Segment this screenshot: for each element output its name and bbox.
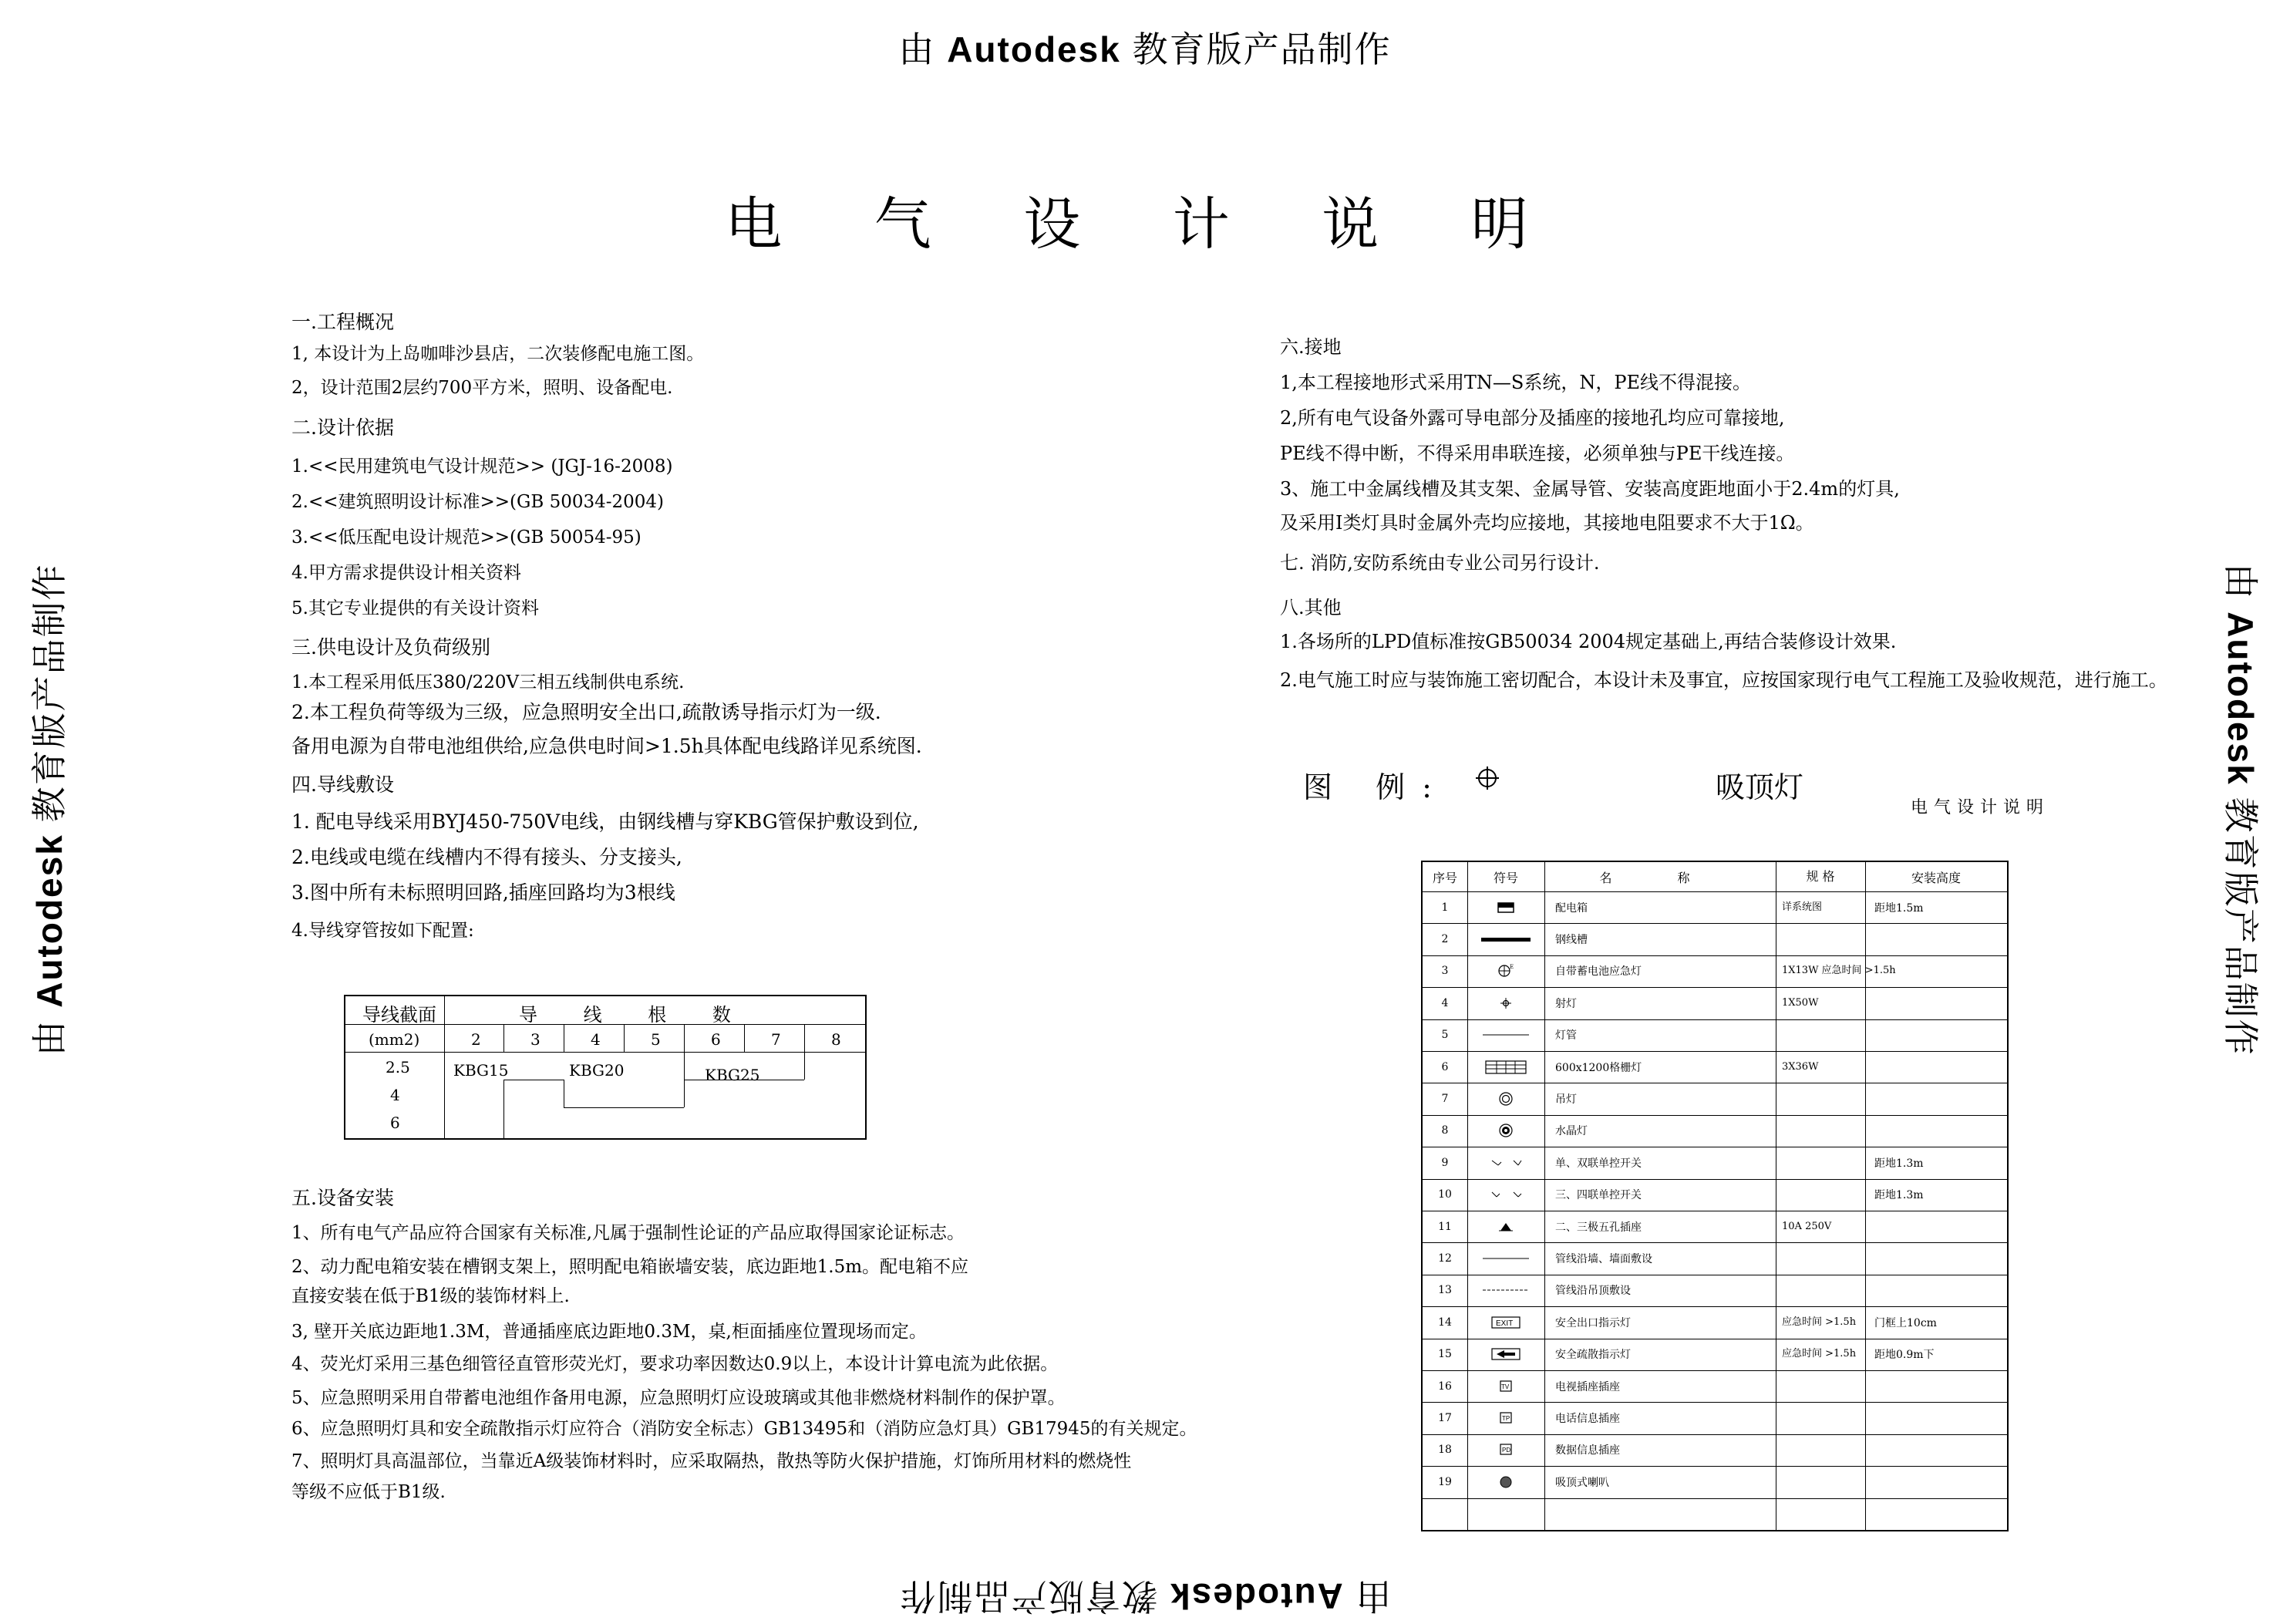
row-number: 13 xyxy=(1438,1284,1452,1297)
row-symbol xyxy=(1467,1242,1544,1274)
row-symbol xyxy=(1467,1275,1544,1306)
row-spec xyxy=(1776,1434,1865,1466)
page-title: 电 气 设 计 说 明 xyxy=(725,191,1565,258)
downlight-icon xyxy=(1497,996,1515,1010)
row-number: 6 xyxy=(1441,1060,1449,1073)
text-line: PE线不得中断，不得采用串联连接，必须单独与PE干线连接。 xyxy=(1280,443,1795,464)
row-symbol xyxy=(1467,1051,1544,1083)
text-line: 2.电线或电缆在线槽内不得有接头、分支接头, xyxy=(291,846,682,868)
section-heading: 五.设备安装 xyxy=(291,1187,394,1209)
row-install xyxy=(1865,1466,2007,1498)
wire-section: 4 xyxy=(390,1086,400,1104)
row-name: 单、双联单控开关 xyxy=(1555,1157,1642,1170)
row-symbol xyxy=(1467,891,1544,923)
row-symbol xyxy=(1467,1147,1544,1178)
row-install xyxy=(1865,1370,2007,1402)
text-line: 3.图中所有未标照明回路,插座回路均为3根线 xyxy=(291,881,675,904)
text-line: 3, 壁开关底边距地1.3M，普通插座底边距地0.3M，桌,柜面插座位置现场而定。 xyxy=(291,1322,927,1342)
text-line: 6、应急照明灯具和安全疏散指示灯应符合（消防安全标志）GB13495和（消防应急灯具）GB17945的有关规定。 xyxy=(291,1419,1197,1439)
row-name: 钢线槽 xyxy=(1555,934,1588,947)
socket-icon xyxy=(1497,1220,1515,1234)
row-number: 11 xyxy=(1438,1220,1452,1233)
distribution-box-icon xyxy=(1497,901,1515,915)
row-name: 安全出口指示灯 xyxy=(1555,1316,1631,1329)
row-symbol xyxy=(1467,987,1544,1019)
four-gang-switch-icon xyxy=(1497,1188,1515,1201)
row-number: 5 xyxy=(1441,1029,1449,1042)
row-spec: 应急时间 >1.5h xyxy=(1782,1348,1857,1360)
section-heading: 八.其他 xyxy=(1280,597,1342,618)
text-line: 直接安装在低于B1级的装饰材料上. xyxy=(291,1286,570,1306)
symbol-table xyxy=(1421,861,2009,1531)
row-spec: 应急时间 >1.5h xyxy=(1782,1316,1857,1328)
row-name: 吊灯 xyxy=(1555,1093,1577,1107)
text-line: 备用电源为自带电池组供给,应急供电时间>1.5h具体配电线路详见系统图. xyxy=(291,735,922,757)
row-name: 管线沿墙、墙面敷设 xyxy=(1555,1253,1652,1266)
row-spec xyxy=(1776,1083,1865,1114)
tv-socket-icon xyxy=(1497,1380,1515,1393)
text-line: 及采用I类灯具时金属外壳均应接地，其接地电阻要求不大于1Ω。 xyxy=(1280,512,1814,534)
row-spec xyxy=(1776,1179,1865,1211)
evacuation-sign-icon xyxy=(1497,1347,1515,1361)
row-number: 19 xyxy=(1438,1475,1452,1488)
text-line: 2.电气施工时应与装饰施工密切配合，本设计未及事宜，应按国家现行电气工程施工及验收规范，进行施工。 xyxy=(1280,669,2167,691)
row-symbol xyxy=(1467,1498,1544,1530)
row-install xyxy=(1865,1115,2007,1147)
text-line: 1、所有电气产品应符合国家有关标准,凡属于强制性论证的产品应取得国家论证标志。 xyxy=(291,1223,965,1243)
table-row xyxy=(1423,1434,2007,1467)
table-header-cell: 名 称 xyxy=(1599,870,1721,885)
row-symbol xyxy=(1467,1306,1544,1338)
row-symbol xyxy=(1467,1402,1544,1434)
row-name: 安全疏散指示灯 xyxy=(1555,1349,1631,1362)
row-symbol xyxy=(1467,1339,1544,1370)
row-symbol xyxy=(1467,1211,1544,1242)
table-row xyxy=(1423,1211,2007,1243)
row-name: 电视插座插座 xyxy=(1555,1380,1620,1393)
row-spec xyxy=(1776,1402,1865,1434)
row-name: 水晶灯 xyxy=(1555,1125,1588,1138)
emergency-light-icon xyxy=(1497,964,1515,978)
row-spec xyxy=(1776,1019,1865,1051)
row-name: 自带蓄电池应急灯 xyxy=(1555,965,1642,979)
row-number: 16 xyxy=(1438,1380,1452,1393)
row-spec: 详系统图 xyxy=(1782,901,1823,913)
row-install: 门框上10cm xyxy=(1874,1316,1937,1329)
svg-text:TP: TP xyxy=(1502,1415,1510,1423)
wire-section: 2.5 xyxy=(386,1058,410,1076)
legend-label: 图 例: xyxy=(1303,770,1449,804)
wire-count: 3 xyxy=(530,1030,541,1049)
table-header-row xyxy=(1423,862,2007,892)
speaker-icon xyxy=(1497,1475,1515,1489)
wire-count: 4 xyxy=(591,1030,601,1049)
wire-count: 2 xyxy=(471,1030,481,1049)
text-line: 1.本工程采用低压380/220V三相五线制供电系统. xyxy=(291,672,685,692)
row-name: 三、四联单控开关 xyxy=(1555,1189,1642,1202)
row-number: 1 xyxy=(1441,901,1449,914)
table-row xyxy=(1423,1242,2007,1275)
text-line: 4.甲方需求提供设计相关资料 xyxy=(291,563,521,583)
row-name: 灯管 xyxy=(1555,1029,1577,1043)
svg-text:TV: TV xyxy=(1501,1383,1510,1390)
watermark-left: 由 Autodesk 教育版产品制作 xyxy=(29,563,69,1056)
row-spec xyxy=(1776,923,1865,955)
row-symbol xyxy=(1467,1083,1544,1114)
text-line: 3.<<低压配电设计规范>>(GB 50054-95) xyxy=(291,527,642,548)
row-install xyxy=(1865,1083,2007,1114)
wire-count: 6 xyxy=(711,1030,721,1049)
text-line: 1,本工程接地形式采用TN—S系统，N，PE线不得混接。 xyxy=(1280,372,1752,393)
line-icon xyxy=(1497,1252,1515,1265)
wire-header-section: 导线截面 xyxy=(362,1004,436,1026)
text-line: 5、应急照明采用自带蓄电池组作备用电源，应急照明灯应设玻璃或其他非燃烧材料制作的保护罩。 xyxy=(291,1388,1066,1408)
data-socket-icon xyxy=(1497,1443,1515,1457)
table-row xyxy=(1423,987,2007,1019)
wire-pipe: KBG25 xyxy=(705,1066,760,1084)
table-header-cell: 符号 xyxy=(1493,870,1518,885)
row-spec xyxy=(1776,1498,1865,1530)
table-row xyxy=(1423,1115,2007,1147)
row-number: 12 xyxy=(1438,1252,1452,1265)
row-number: 9 xyxy=(1441,1156,1449,1169)
wire-unit: (mm2) xyxy=(369,1030,420,1049)
row-spec xyxy=(1776,1115,1865,1147)
svg-text:E: E xyxy=(1510,964,1514,971)
row-install: 距地1.3m xyxy=(1874,1157,1924,1170)
table-row xyxy=(1423,1051,2007,1083)
row-name: 数据信息插座 xyxy=(1555,1444,1620,1457)
row-install xyxy=(1865,1211,2007,1242)
text-line: 2、动力配电箱安装在槽钢支架上，照明配电箱嵌墙安装，底边距地1.5m。配电箱不应 xyxy=(291,1257,969,1277)
row-install: 距地1.5m xyxy=(1874,901,1924,915)
row-symbol xyxy=(1467,923,1544,955)
row-name: 射灯 xyxy=(1555,997,1577,1010)
svg-text:EXIT: EXIT xyxy=(1496,1319,1514,1328)
text-line: 七. 消防,安防系统由专业公司另行设计. xyxy=(1280,552,1600,574)
svg-text:PD: PD xyxy=(1502,1447,1511,1454)
exit-sign-icon xyxy=(1497,1316,1515,1329)
text-line: 等级不应低于B1级. xyxy=(291,1482,446,1502)
dashed-line-icon xyxy=(1497,1283,1515,1297)
row-number xyxy=(1423,1498,1467,1530)
text-line: 2，设计范围2层约700平方米，照明、设备配电. xyxy=(291,378,673,398)
wire-count: 5 xyxy=(651,1030,661,1049)
row-spec: 1X50W xyxy=(1782,996,1819,1009)
row-number: 17 xyxy=(1438,1412,1452,1425)
row-spec xyxy=(1776,1147,1865,1178)
row-number: 3 xyxy=(1441,965,1449,978)
wire-table xyxy=(344,995,867,1140)
row-name: 电话信息插座 xyxy=(1555,1413,1620,1426)
watermark-bottom: 由 Autodesk 教育版产品制作 xyxy=(898,1576,1392,1616)
text-line: 4.导线穿管按如下配置: xyxy=(291,921,474,941)
text-line: 1, 本设计为上岛咖啡沙县店，二次装修配电施工图。 xyxy=(291,344,705,364)
text-line: 4、荧光灯采用三基色细管径直管形荧光灯，要求功率因数达0.9以上，本设计计算电流为此依据。 xyxy=(291,1354,1059,1374)
row-symbol xyxy=(1467,955,1544,987)
row-install: 距地1.3m xyxy=(1874,1189,1924,1202)
wire-pipe: KBG15 xyxy=(453,1061,509,1080)
row-spec xyxy=(1776,1466,1865,1498)
section-heading: 一.工程概况 xyxy=(291,311,394,333)
row-spec xyxy=(1776,1275,1865,1306)
table-row xyxy=(1423,1402,2007,1434)
text-line: 7、照明灯具高温部位，当靠近A级装饰材料时，应采取隔热，散热等防火保护措施，灯饰所用材料的燃烧性 xyxy=(291,1451,1132,1471)
watermark-top: 由 Autodesk 教育版产品制作 xyxy=(898,29,1392,69)
ceiling-light-icon xyxy=(1476,767,1499,790)
row-number: 2 xyxy=(1441,933,1449,946)
wire-count: 7 xyxy=(771,1030,781,1049)
row-name: 管线沿吊顶敷设 xyxy=(1555,1285,1631,1298)
table-row xyxy=(1423,1179,2007,1211)
crystal-lamp-icon xyxy=(1497,1124,1515,1137)
row-install xyxy=(1865,923,2007,955)
section-heading: 三.供电设计及负荷级别 xyxy=(291,636,490,659)
row-number: 7 xyxy=(1441,1093,1449,1106)
cable-tray-icon xyxy=(1497,932,1515,946)
wire-count: 8 xyxy=(831,1030,841,1049)
row-number: 14 xyxy=(1438,1316,1452,1329)
grille-lamp-icon xyxy=(1497,1060,1515,1074)
row-number: 4 xyxy=(1441,996,1449,1009)
text-line: 1.各场所的LPD值标准按GB50034 2004规定基础上,再结合装修设计效果. xyxy=(1280,631,1897,652)
table-row xyxy=(1423,891,2007,924)
row-install xyxy=(1865,1275,2007,1306)
row-name: 吸顶式喇叭 xyxy=(1555,1476,1609,1489)
row-spec: 1X13W 应急时间 >1.5h xyxy=(1782,965,1896,977)
watermark-right: 由 Autodesk 教育版产品制作 xyxy=(2221,563,2261,1056)
wire-pipe: KBG20 xyxy=(569,1061,625,1080)
row-symbol xyxy=(1467,1019,1544,1051)
row-install xyxy=(1865,1402,2007,1434)
row-install xyxy=(1865,955,2007,987)
table-row xyxy=(1423,1019,2007,1052)
wire-header-count: 导 线 根 数 xyxy=(519,1004,751,1026)
row-number: 8 xyxy=(1441,1124,1449,1137)
text-line: 2.本工程负荷等级为三级，应急照明安全出口,疏散诱导指示灯为一级. xyxy=(291,701,881,723)
text-line: 3、施工中金属线槽及其支架、金属导管、安装高度距地面小于2.4m的灯具, xyxy=(1280,478,1900,500)
table-row xyxy=(1423,1147,2007,1179)
table-header-cell: 序号 xyxy=(1432,870,1457,885)
section-heading: 四.导线敷设 xyxy=(291,773,394,796)
row-install: 距地0.9m下 xyxy=(1874,1349,1935,1362)
row-symbol xyxy=(1467,1434,1544,1466)
text-line: 2.<<建筑照明设计标准>>(GB 50034-2004) xyxy=(291,492,665,512)
row-name: 二、三极五孔插座 xyxy=(1555,1221,1642,1234)
row-number: 10 xyxy=(1438,1188,1452,1201)
table-row xyxy=(1423,1275,2007,1307)
single-pole-switch-icon xyxy=(1497,1156,1515,1170)
table-row xyxy=(1423,1306,2007,1339)
table-row xyxy=(1423,923,2007,955)
table-row xyxy=(1423,1498,2007,1531)
row-name: 配电箱 xyxy=(1555,901,1588,915)
row-install xyxy=(1865,987,2007,1019)
wire-section: 6 xyxy=(390,1114,400,1132)
row-symbol xyxy=(1467,1115,1544,1147)
text-line: 1. 配电导线采用BYJ450-750V电线，由钢线槽与穿KBG管保护敷设到位, xyxy=(291,810,919,833)
text-line: 1.<<民用建筑电气设计规范>> (JGJ-16-2008) xyxy=(291,457,673,477)
row-name xyxy=(1544,1498,1776,1530)
text-line: 5.其它专业提供的有关设计资料 xyxy=(291,598,539,618)
row-name: 600x1200格栅灯 xyxy=(1555,1061,1642,1074)
legend-caption: 电气设计说明 xyxy=(1911,798,2050,817)
table-row xyxy=(1423,1083,2007,1115)
row-symbol xyxy=(1467,1466,1544,1498)
text-line: 2,所有电气设备外露可导电部分及插座的接地孔均应可靠接地, xyxy=(1280,407,1785,429)
row-number: 15 xyxy=(1438,1348,1452,1361)
table-row xyxy=(1423,955,2007,988)
row-symbol xyxy=(1467,1179,1544,1211)
table-row xyxy=(1423,1339,2007,1371)
legend-name: 吸顶灯 xyxy=(1716,770,1804,804)
row-spec xyxy=(1776,1242,1865,1274)
row-spec xyxy=(1776,1370,1865,1402)
table-row xyxy=(1423,1370,2007,1403)
pendant-lamp-icon xyxy=(1497,1092,1515,1106)
table-row xyxy=(1423,1466,2007,1498)
row-install xyxy=(1865,1019,2007,1051)
row-spec: 3X36W xyxy=(1782,1060,1819,1073)
row-symbol xyxy=(1467,1370,1544,1402)
section-heading: 二.设计依据 xyxy=(291,416,394,439)
row-install xyxy=(1865,1051,2007,1083)
section-heading: 六.接地 xyxy=(1280,336,1342,358)
row-spec: 10A 250V xyxy=(1782,1220,1832,1232)
row-install xyxy=(1865,1242,2007,1274)
row-number: 18 xyxy=(1438,1444,1452,1457)
table-header-cell: 规 格 xyxy=(1806,869,1835,884)
telephone-socket-icon xyxy=(1497,1411,1515,1425)
table-header-cell: 安装高度 xyxy=(1911,870,1961,885)
row-install xyxy=(1865,1498,2007,1530)
light-strip-icon xyxy=(1497,1028,1515,1042)
row-install xyxy=(1865,1434,2007,1466)
